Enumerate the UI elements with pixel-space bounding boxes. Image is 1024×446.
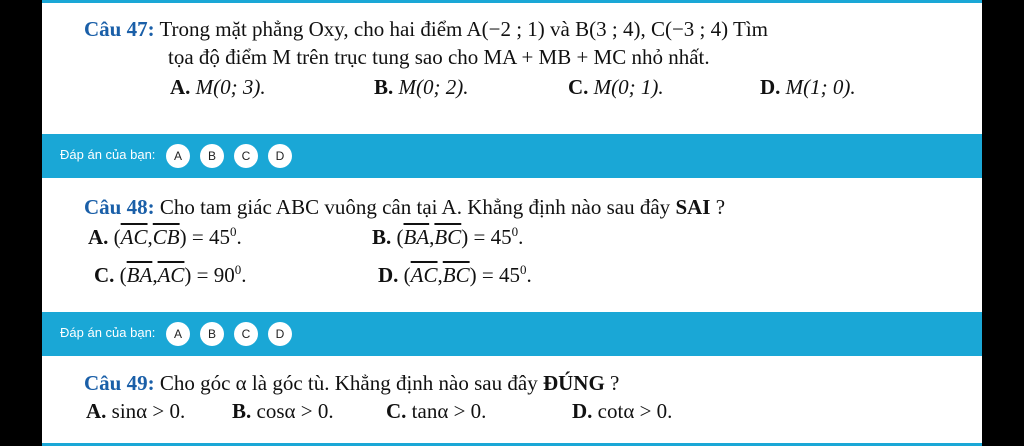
choice-a-button[interactable]: A — [166, 322, 190, 346]
choice-c-button[interactable]: C — [234, 322, 258, 346]
question-47-option-a: A. M(0; 3). — [170, 75, 266, 99]
question-48-text: Cho tam giác ABC vuông cân tại A. Khẳng định nào sau đây — [159, 195, 671, 219]
question-48-number: Câu 48: — [84, 195, 155, 219]
choice-b-button[interactable]: B — [200, 144, 224, 168]
question-48-option-d: D. $(\overline{AC},\overline{BC}) = 45^0$. — [378, 262, 532, 287]
question-49-option-a: A. sinα > 0. — [86, 399, 186, 423]
question-49-emphasis: ĐÚNG — [542, 371, 605, 395]
answer-bar-48 — [42, 312, 982, 356]
question-48-option-a: A. $(\overline{AC},\overline{CB}) = 45^0$. — [88, 224, 242, 249]
quiz-page — [42, 0, 982, 446]
question-47-text-1: Trong mặt phẳng Oxy, cho hai điểm A(−2 ; 1) và B(3 ; 4), C(−3 ; 4) Tìm — [159, 17, 768, 41]
question-47-text-2: tọa độ điểm M trên trục tung sao cho MA + MB + MC nhỏ nhất. — [168, 45, 710, 69]
question-47-option-b: B. M(0; 2). — [374, 75, 469, 99]
question-48-option-c: C. $(\overline{BA},\overline{AC}) = 90^0$. — [94, 262, 247, 287]
question-47-number: Câu 47: — [84, 17, 155, 41]
question-47-line-1 — [84, 16, 768, 43]
question-49-number: Câu 49: — [84, 371, 155, 395]
choice-d-button[interactable]: D — [268, 144, 292, 168]
question-49-line-1: Câu 49: Cho góc α là góc tù. Khẳng định nào sau đây ĐÚNG ? — [84, 371, 620, 395]
choice-c-button[interactable]: C — [234, 144, 258, 168]
question-49-option-d: D. cotα > 0. — [572, 399, 673, 423]
question-49-text: Cho góc α là góc tù. Khẳng định nào sau đây — [159, 371, 538, 395]
choice-d-button[interactable]: D — [268, 322, 292, 346]
choice-a-button[interactable]: A — [166, 144, 190, 168]
answer-bar-47 — [42, 134, 982, 178]
question-48-option-b: B. $(\overline{BA},\overline{BC}) = 45^0$. — [372, 224, 524, 249]
question-48-line-1: Câu 48: Cho tam giác ABC vuông cân tại A. Khẳng định nào sau đây SAI ? — [84, 195, 726, 219]
answer-label: Đáp án của bạn: — [60, 325, 156, 340]
top-divider — [42, 0, 982, 3]
choice-b-button[interactable]: B — [200, 322, 224, 346]
question-48-emphasis: SAI — [675, 195, 711, 219]
question-49-option-c: C. tanα > 0. — [386, 399, 487, 423]
question-49-option-b: B. cosα > 0. — [232, 399, 334, 423]
question-47-option-c: C. M(0; 1). — [568, 75, 664, 99]
answer-label: Đáp án của bạn: — [60, 147, 156, 162]
question-47-option-d: D. M(1; 0). — [760, 75, 856, 99]
